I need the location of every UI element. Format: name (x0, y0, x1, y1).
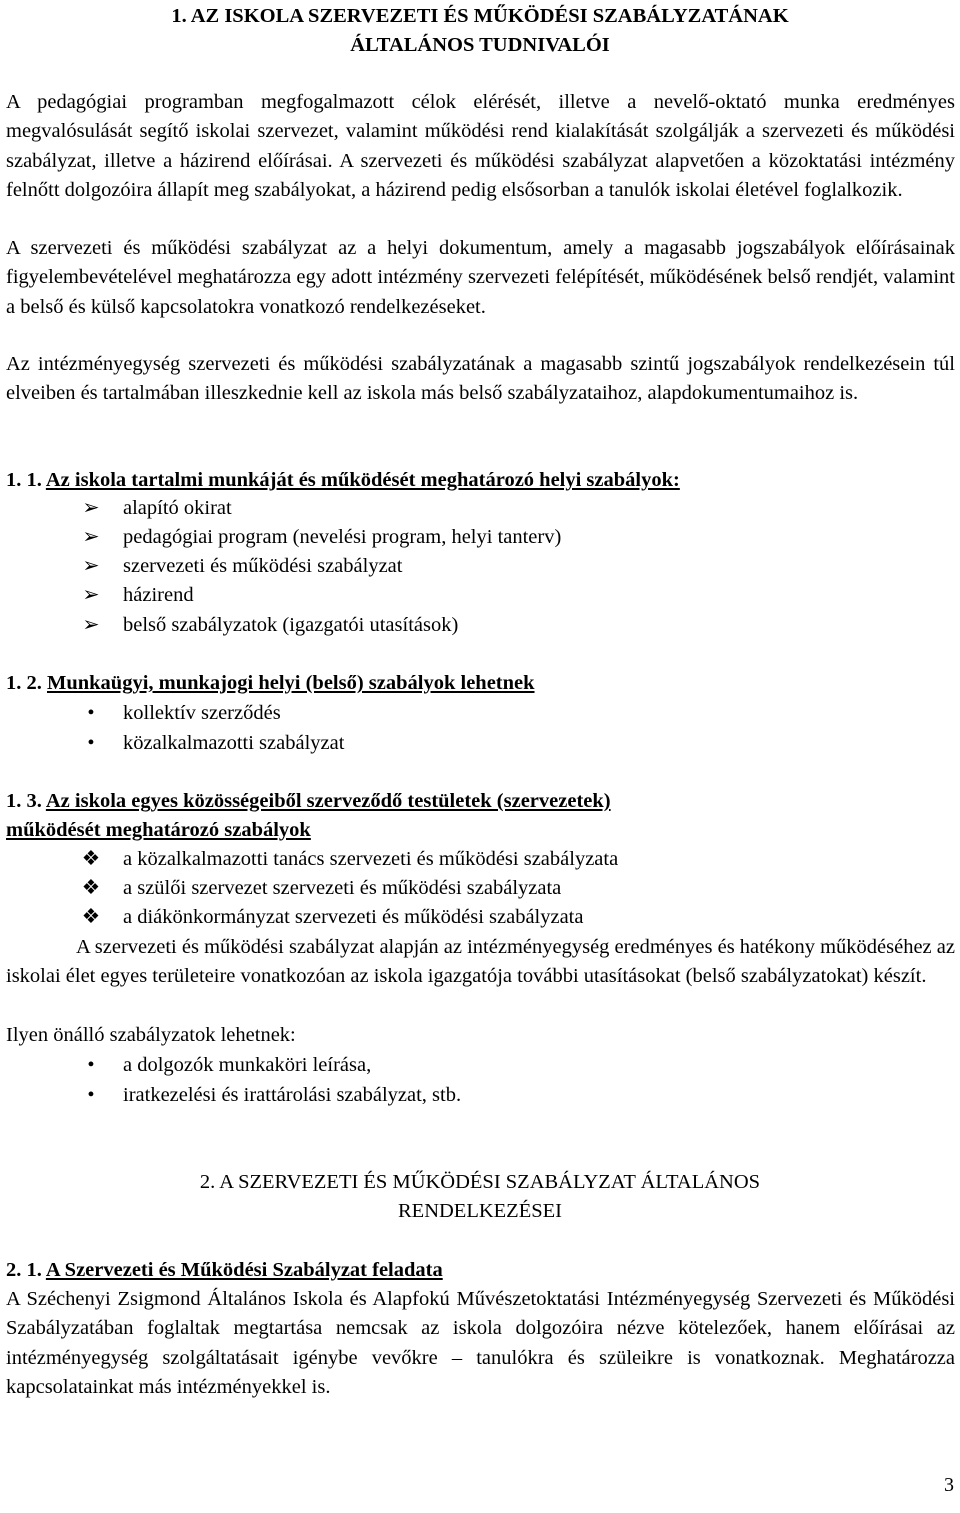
subsection-title: Az iskola tartalmi munkáját és működését meghatározó helyi szabályok: (45, 469, 680, 491)
bullet-icon: • (87, 732, 95, 754)
subsection-number: 1. 2. (6, 672, 42, 694)
section1-title-line2: ÁLTALÁNOS TUDNIVALÓI (350, 34, 610, 56)
section2-title-line1: 2. A SZERVEZETI ÉS MŰKÖDÉSI SZABÁLYZAT ÁLTALÁNOS (199, 1171, 761, 1193)
arrow-bullet-icon: ➢ (82, 584, 100, 606)
section1-title-line1: 1. AZ ISKOLA SZERVEZETI ÉS MŰKÖDÉSI SZABÁLYZATÁNAK (171, 5, 789, 27)
section1-title (0, 2, 960, 60)
section2-title (0, 1168, 960, 1226)
diamond-bullet-icon: ❖ (81, 877, 101, 899)
page-number: 3 (944, 1474, 954, 1496)
subsection-title-line2: működését meghatározó szabályok (6, 819, 311, 841)
section1-paragraph-2: A szervezeti és működési szabályzat az a helyi dokumentum, amely a magasabb jogszabályok előírásainak figyelembevételével meghatározza egy adott intézmény szervezeti felépítését, működésének belső rendjét, valamint a belső és külső kapcsolatokra vonatkozó rendelkezéseket. (6, 237, 955, 318)
subsection-1-3-paragraph: A szervezeti és működési szabályzat alapján az intézményegység eredményes és hatékony működéséhez az iskolai élet egyes területeire vonatkozóan az iskola igazgatója további utasításokat (belső szabályzatokat) készít. (6, 936, 955, 988)
arrow-bullet-icon: ➢ (82, 614, 100, 636)
bullet-icon: • (87, 1054, 95, 1076)
subsection-1-3-heading (6, 787, 611, 845)
diamond-bullet-icon: ❖ (81, 848, 101, 870)
subsection-number: 2. 1. (6, 1259, 42, 1281)
subsection-2-1-paragraph: A Széchenyi Zsigmond Általános Iskola és Alapfokú Művészetoktatási Intézményegység Szervezeti és Működési Szabályzatában foglaltak megtartása nemcsak az iskola dolgozóira nézve kötelezőek, hanem előírásai az intézményegység szolgáltatásait igénybe vevőkre – tanulókra és szüleikre is vonatkoznak. Meghatározza kapcsolatainkat más intézményekkel is. (6, 1288, 955, 1398)
arrow-bullet-icon: ➢ (82, 555, 100, 577)
subsection-title-line1: Az iskola egyes közösségeiből szerveződő testületek (szervezetek) (45, 790, 611, 812)
subsection-number: 1. 3. (6, 790, 42, 812)
subsection-title: A Szervezeti és Működési Szabályzat feladata (45, 1259, 443, 1281)
bullet-icon: • (87, 1084, 95, 1106)
arrow-bullet-icon: ➢ (82, 526, 100, 548)
document-page: 1. AZ ISKOLA SZERVEZETI ÉS MŰKÖDÉSI SZABÁLYZATÁNAK ÁLTALÁNOS TUDNIVALÓI A pedagógiai programban megfogalmazott célok elérését, illetve a nevelő-oktató munka eredményes megvalósulását segítő iskolai szervezet, valamint működési rend kialakítását szolgálják a szervezeti és működési szabályzat, illetve a házirend előírásai. A szervezeti és működési szabályzat alapvetően a közoktatási intézmény felnőtt dolgozóira állapít meg szabályokat, a házirend pedig elsősorban a tanulók iskolai életével foglalkozik. A szervezeti és működési szabályzat az a helyi dokumentum, amely a magasabb jogszabályok előírásainak figyelembevételével meghatározza egy adott intézmény szervezeti felépítését, működésének belső rendjét, valamint a belső és külső kapcsolatokra vonatkozó rendelkezéseket. Az intézményegység szervezeti és működési szabályzatának a magasabb szintű jogszabályok rendelkezésein túl elveiben és tartalmában illeszkednie kell az iskola más belső szabályzataihoz, alapdokumentumaihoz is. 1. 1. Az iskola tartalmi munkáját és működését meghatározó helyi szabályok: ➢ alapító okirat ➢ pedagógiai program (nevelési program, helyi tanterv) ➢ szervezeti és működési szabályzat ➢ házirend ➢ belső szabályzatok (igazgatói utasítások) 1. 2. Munkaügyi, munkajogi helyi (belső) szabályok lehetnek • kollektív szerződés • közalkalmazotti szabályzat 1. 3. Az iskola egyes közösségeiből szerveződő testületek (szervezetek) működését meghatározó szabályok ❖ a közalkalmazotti tanács szervezeti és működési szabályzata ❖ a szülői szervezet szervezeti és működési szabályzata ❖ a diákönkormányzat szervezeti és működési szabályzata A szervezeti és működési szabályzat alapján az intézményegység eredményes és hatékony működéséhez az iskolai élet egyes területeire vonatkozóan az iskola igazgatója további utasításokat (belső szabályzatokat) készít. Ilyen önálló szabályzatok lehetnek: • a dolgozók munkaköri leírása, • iratkezelési és irattárolási szabályzat, stb. 2. A SZERVEZETI ÉS MŰKÖDÉSI SZABÁLYZAT ÁLTALÁNOS RENDELKEZÉSEI 2. 1. A Szervezeti és Működési Szabályzat feladata A Széchenyi Zsigmond Általános Iskola és Alapfokú Művészetoktatási Intézményegység Szervezeti és Működési Szabályzatában foglaltak megtartása nemcsak az iskola dolgozóira nézve kötelezőek, hanem előírásai az intézményegység szolgáltatásait igénybe vevőkre – tanulókra és szüleikre is vonatkoznak. Meghatározza kapcsolatainkat más intézményekkel is. 3 (0, 0, 960, 1513)
subsection-number: 1. 1. (6, 469, 42, 491)
subsection-2-1-heading (6, 1256, 443, 1285)
subsection-1-3-intro: Ilyen önálló szabályzatok lehetnek: (6, 1024, 296, 1046)
section2-title-line2: RENDELKEZÉSEI (398, 1200, 562, 1222)
subsection-1-1-heading (6, 466, 680, 495)
subsection-1-2-heading (6, 669, 535, 698)
section1-paragraph-1: A pedagógiai programban megfogalmazott célok elérését, illetve a nevelő-oktató munka eredményes megvalósulását segítő iskolai szervezet, valamint működési rend kialakítását szolgálják a szervezeti és működési szabályzat, illetve a házirend előírásai. A szervezeti és működési szabályzat alapvetően a közoktatási intézmény felnőtt dolgozóira állapít meg szabályokat, a házirend pedig elsősorban a tanulók iskolai életével foglalkozik. (6, 91, 955, 201)
arrow-bullet-icon: ➢ (82, 497, 100, 519)
subsection-title: Munkaügyi, munkajogi helyi (belső) szabályok lehetnek (47, 672, 535, 694)
bullet-icon: • (87, 702, 95, 724)
diamond-bullet-icon: ❖ (81, 906, 101, 928)
section1-paragraph-3: Az intézményegység szervezeti és működési szabályzatának a magasabb szintű jogszabályok rendelkezésein túl elveiben és tartalmában illeszkednie kell az iskola más belső szabályzataihoz, alapdokumentumaihoz is. (6, 353, 955, 405)
